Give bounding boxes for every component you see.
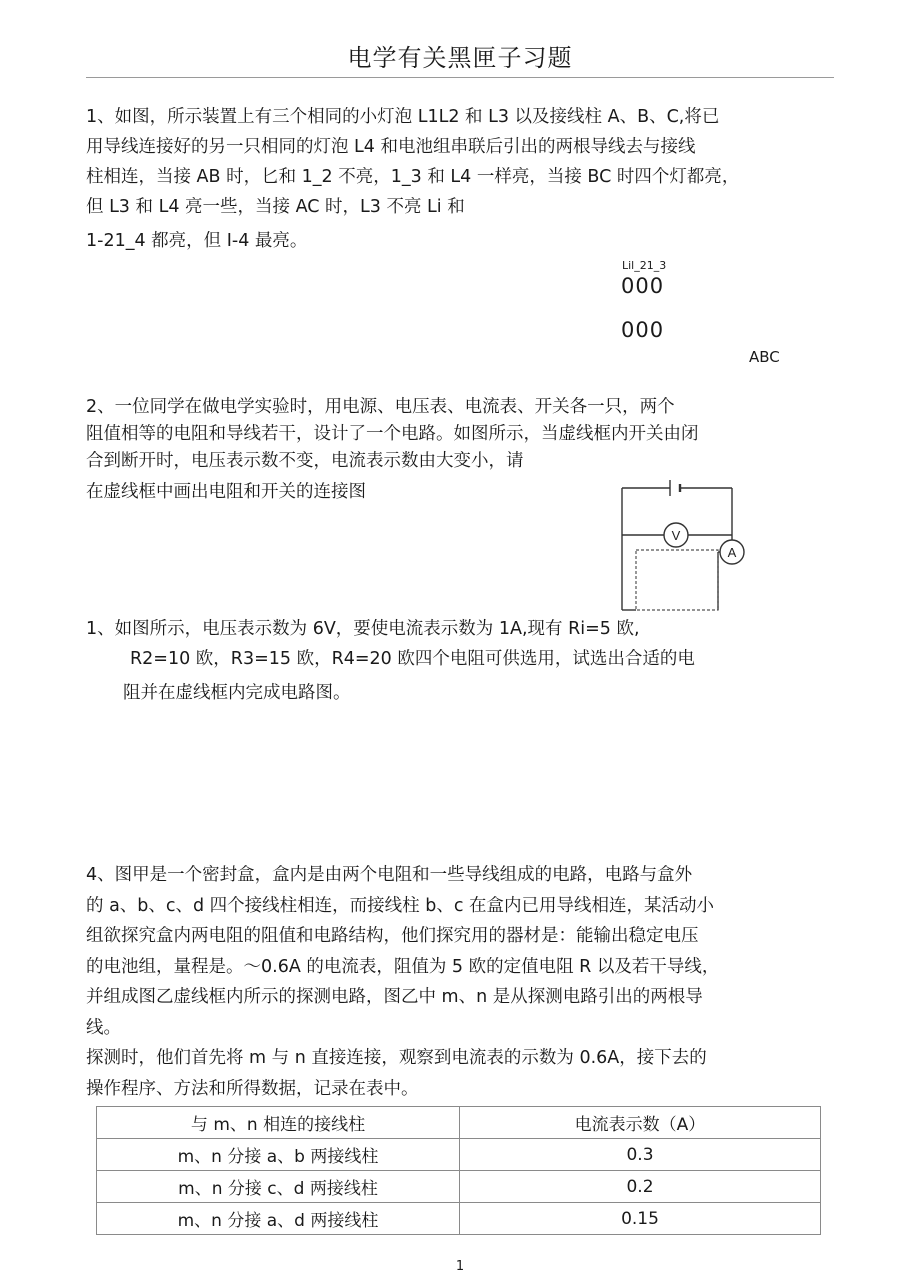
q2-line: 2、一位同学在做电学实验时，用电源、电压表、电流表、开关各一只，两个 xyxy=(86,397,675,417)
table-cell: 0.15 xyxy=(460,1203,821,1235)
q2-line: 在虚线框中画出电阻和开关的连接图 xyxy=(86,482,366,502)
page-number: 1 xyxy=(455,1259,465,1274)
q4-line: 4、图甲是一个密封盒，盒内是由两个电阻和一些导线组成的电路，电路与盒外 xyxy=(86,865,693,885)
page-title: 电学有关黑匣子习题 xyxy=(347,44,573,72)
q4-line: 探测时，他们首先将 m 与 n 直接连接，观察到电流表的示数为 0.6A，接下去的 xyxy=(86,1048,707,1068)
table-header: 电流表示数（A） xyxy=(460,1107,821,1139)
title-divider xyxy=(86,77,834,78)
results-table xyxy=(96,1106,821,1235)
table-row xyxy=(97,1203,821,1235)
q2-line: 合到断开时，电压表示数不变，电流表示数由大变小，请 xyxy=(86,451,524,471)
table-header-row xyxy=(97,1107,821,1139)
q1-line: 柱相连，当接 AB 时，匕和 1_2 不亮，1_3 和 L4 一样亮，当接 BC 时四个灯都亮， xyxy=(86,167,740,187)
q4-line: 的电池组，量程是。～0.6A 的电流表，阻值为 5 欧的定值电阻 R 以及若干导线， xyxy=(86,956,720,977)
table-cell: m、n 分接 a、b 两接线柱 xyxy=(97,1139,460,1171)
dashed-box xyxy=(636,550,718,610)
ammeter-label: A xyxy=(727,545,737,560)
q3-line: 1、如图所示，电压表示数为 6V，要使电流表示数为 1A,现有 Ri=5 欧, xyxy=(86,619,640,639)
q4-line: 的 a、b、c、d 四个接线柱相连，而接线柱 b、c 在盒内已用导线相连，某活动小 xyxy=(86,895,715,916)
q4-line: 并组成图乙虚线框内所示的探测电路，图乙中 m、n 是从探测电路引出的两根导 xyxy=(86,987,703,1007)
table-row xyxy=(97,1171,821,1203)
q1-figure-terminals: ABC xyxy=(749,348,780,366)
table-row xyxy=(97,1139,821,1171)
q1-line: 1、如图，所示装置上有三个相同的小灯泡 L1L2 和 L3 以及接线柱 A、B、C,将已 xyxy=(86,107,720,127)
q1-figure-row-2: 000 xyxy=(621,318,665,342)
q2-line: 阻值相等的电阻和导线若干，设计了一个电路。如图所示，当虚线框内开关由闭 xyxy=(86,424,699,444)
voltmeter-label: V xyxy=(671,528,681,543)
q3-line: R2=10 欧，R3=15 欧，R4=20 欧四个电阻可供选用，试选出合适的电 xyxy=(130,649,695,669)
q1-line: 用导线连接好的另一只相同的灯泡 L4 和电池组串联后引出的两根导线去与接线 xyxy=(86,137,696,157)
q2-circuit-diagram xyxy=(612,470,762,615)
q4-line: 线。 xyxy=(86,1017,121,1038)
q1-line: 1-21_4 都亮，但 I-4 最亮。 xyxy=(86,231,308,251)
table-cell: m、n 分接 c、d 两接线柱 xyxy=(97,1171,460,1203)
table-cell: 0.3 xyxy=(460,1139,821,1171)
q4-line: 操作程序、方法和所得数据，记录在表中。 xyxy=(86,1078,419,1099)
question-2 xyxy=(86,392,699,507)
table-cell: 0.2 xyxy=(460,1171,821,1203)
q4-line: 组欲探究盒内两电阻的阻值和电路结构，他们探究用的器材是：能输出稳定电压 xyxy=(86,926,699,946)
question-4 xyxy=(86,860,719,1104)
q1-figure-label: Lil_21_3 xyxy=(622,259,667,272)
table-header: 与 m、n 相连的接线柱 xyxy=(97,1107,460,1139)
q3-line: 阻并在虚线框内完成电路图。 xyxy=(123,683,351,703)
table-cell: m、n 分接 a、d 两接线柱 xyxy=(97,1203,460,1235)
question-1 xyxy=(86,102,739,256)
q1-line: 但 L3 和 L4 亮一些，当接 AC 时，L3 不亮 Li 和 xyxy=(86,197,465,217)
question-3 xyxy=(86,614,695,708)
q1-figure-row-1: 000 xyxy=(621,274,665,298)
